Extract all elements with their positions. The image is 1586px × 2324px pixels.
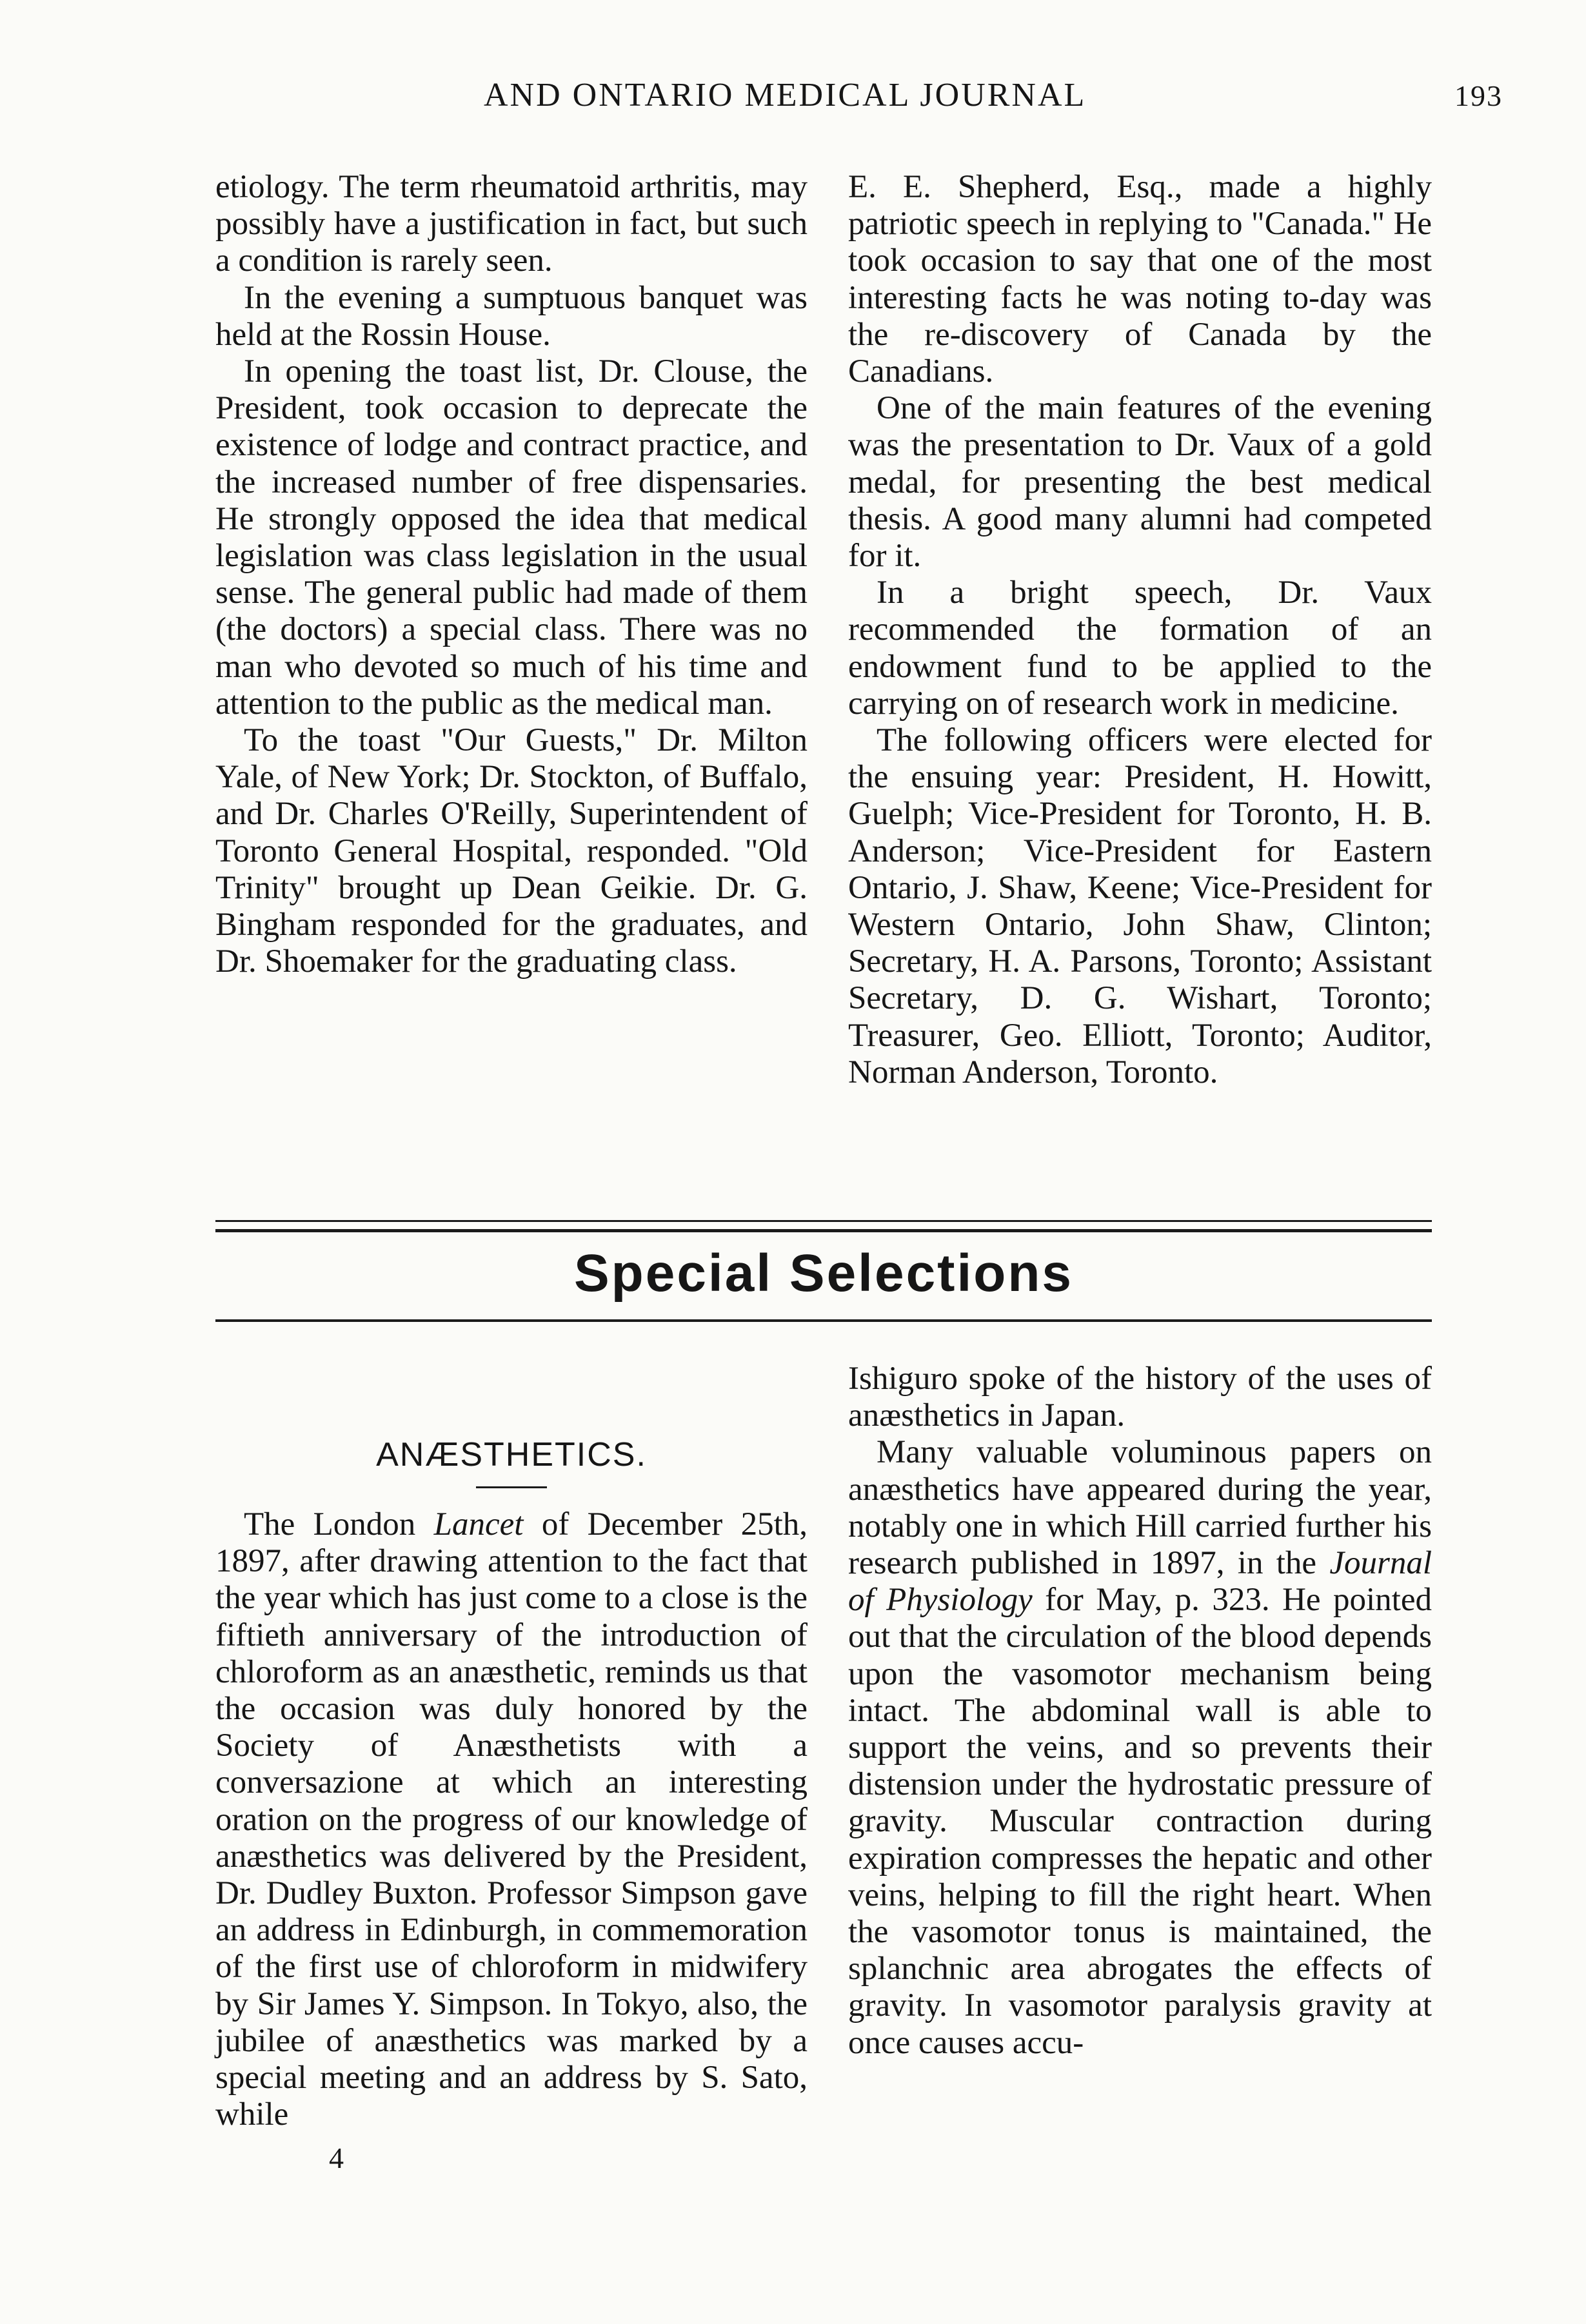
article-right-column <box>848 1361 1432 2062</box>
text-run: for May, p. 323. He pointed out that the circulation of the blood depends upon the vasomotor mechanism being intact. The abdominal wall is able to support the veins, and so prevents their distension under the hydrostatic pressure of gravity. Muscular contraction during expiration compresses the hepatic and other veins, helping to fill the right heart. When the vasomotor tonus is maintained, the splanchnic area abrogates the effects of gravity. In vasomotor paralysis gravity at once causes accu- <box>848 1582 1432 2061</box>
page-number: 193 <box>1454 79 1503 112</box>
text-run: The London <box>244 1506 434 1542</box>
section-divider-top <box>215 1220 1432 1222</box>
text-run: of December 25th, 1897, after drawing attention to the fact that the year which has just come to a close is the fiftieth anniversary of the introduction of chloroform as an anæsthetic, reminds us that the occasion was duly honored by the Society of Anæsthetists with a conversazione at which an interesting oration on the progress of our knowledge of anæsthetics was delivered by the President, Dr. Dudley Buxton. Professor Simpson gave an address in Edinburgh, in commemoration of the first use of chloroform in midwifery by Sir James Y. Simpson. In Tokyo, also, the jubilee of anæsthetics was marked by a special meeting and an address by S. Sato, while <box>215 1506 808 2133</box>
paragraph: The following officers were elected for the ensuing year: President, H. Howitt, Guelph; Vice-President for Toronto, H. B. Anderson; Vice-President for Eastern Ontario, J. Shaw, Keene; Vice-President for Western Ontario, John Shaw, Clinton; Secretary, H. A. Parsons, Toronto; Assistant Secretary, D. G. Wishart, Toronto; Treasurer, Geo. Elliott, Toronto; Auditor, Norman Anderson, Toronto. <box>848 722 1432 1090</box>
paragraph: In a bright speech, Dr. Vaux recommended the formation of an endowment fund to be applied to the carrying on of research work in medicine. <box>848 575 1432 722</box>
signature-mark: 4 <box>329 2142 344 2174</box>
section-divider-bottom <box>215 1319 1432 1322</box>
text-run: Many valuable voluminous papers on anæsthetics have appeared during the year, notably one in which Hill carried further his research published in 1897, in the <box>848 1434 1432 1582</box>
paragraph: One of the main features of the evening was the presentation to Dr. Vaux of a gold medal, for presenting the best medical thesis. A good many alumni had competed for it. <box>848 390 1432 575</box>
paragraph <box>215 1506 808 2133</box>
section-title: Special Selections <box>573 1244 1074 1303</box>
top-right-column <box>848 169 1432 1091</box>
paragraph: Ishiguro spoke of the history of the uses of anæsthetics in Japan. <box>848 1361 1432 1434</box>
paragraph: E. E. Shepherd, Esq., made a highly patriotic speech in replying to "Canada." He took occasion to say that one of the most interesting facts he was noting to-day was the re-discovery of Canada by the Canadians. <box>848 169 1432 390</box>
running-title: AND ONTARIO MEDICAL JOURNAL <box>484 77 1087 113</box>
paragraph: In opening the toast list, Dr. Clouse, the President, took occasion to deprecate the existence of lodge and contract practice, and the increased number of free dispensaries. He strongly opposed the idea that medical legislation was class legislation in the usual sense. The general public had made of them (the doctors) a special class. There was no man who devoted so much of his time and attention to the public as the medical man. <box>215 353 808 722</box>
paragraph: In the evening a sumptuous banquet was held at the Rossin House. <box>215 279 808 353</box>
top-left-column <box>215 169 808 980</box>
paragraph: etiology. The term rheumatoid arthritis, may possibly have a justification in fact, but such a condition is rarely seen. <box>215 169 808 279</box>
journal-name: Journal of Physiology <box>848 1545 1432 1619</box>
paragraph: To the toast "Our Guests," Dr. Milton Yale, of New York; Dr. Stockton, of Buffalo, and Dr. Charles O'Reilly, Superintendent of Toronto General Hospital, responded. "Old Trinity" brought up Dean Geikie. Dr. G. Bingham responded for the graduates, and Dr. Shoemaker for the graduating class. <box>215 722 808 980</box>
journal-name: Lancet <box>433 1506 524 1542</box>
paragraph <box>848 1434 1432 2061</box>
article-left-column <box>215 1435 808 2133</box>
section-divider-double <box>215 1229 1432 1232</box>
running-header <box>213 76 1503 128</box>
article-title: ANÆSTHETICS. <box>376 1436 647 1473</box>
title-rule <box>476 1486 547 1488</box>
